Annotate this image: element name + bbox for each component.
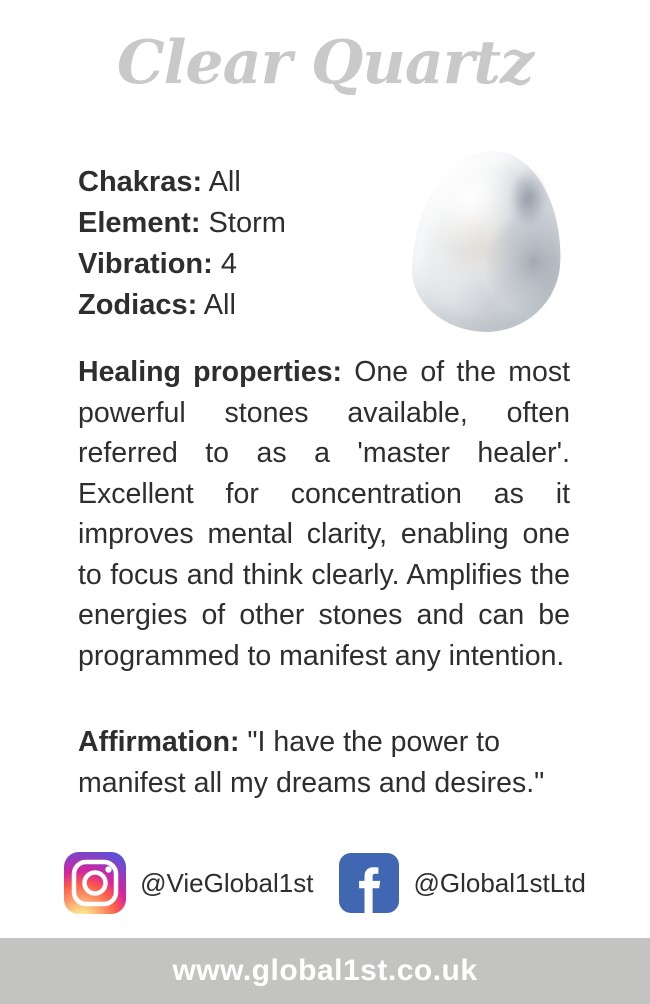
affirmation-label: Affirmation: (78, 726, 240, 758)
facebook-icon[interactable] (339, 853, 399, 913)
card-title: Clear Quartz (116, 28, 534, 98)
facebook-handle: @Global1stLtd (413, 867, 586, 898)
property-label: Vibration: (78, 248, 213, 280)
affirmation-line2: manifest all my dreams and desires." (78, 766, 545, 799)
clear-quartz-stone-image (410, 148, 564, 334)
property-row-vibration (78, 244, 286, 285)
property-value: All (208, 166, 241, 198)
property-row-chakras (78, 162, 286, 203)
property-row-zodiacs (78, 285, 286, 326)
properties-list (78, 162, 286, 326)
property-value: Storm (208, 207, 286, 239)
property-label: Zodiacs: (78, 289, 198, 321)
property-value: All (203, 289, 236, 321)
instagram-handle: @VieGlobal1st (140, 867, 314, 898)
website-url: www.global1st.co.uk (172, 954, 478, 987)
property-label: Chakras: (78, 166, 203, 198)
affirmation-paragraph (78, 722, 578, 803)
stone-shading (505, 163, 552, 233)
instagram-link[interactable] (64, 852, 313, 914)
property-row-element (78, 203, 286, 244)
facebook-link[interactable] (339, 853, 585, 913)
social-media-row (0, 852, 650, 914)
property-label: Element: (78, 207, 201, 239)
healing-properties-label: Healing properties: (78, 356, 343, 388)
healing-properties-text: One of the most powerful stones available, often referred to as a 'master healer'. Excellent for concentration as it improves mental clarity, enabling one to focus and think clearly. Amplifies the energies of other stones and can be programmed to manifest any intention. (78, 356, 570, 672)
healing-properties-paragraph (78, 352, 570, 676)
instagram-icon[interactable] (64, 852, 126, 914)
footer-bar (0, 938, 650, 1004)
affirmation-line1: "I have the power to (247, 726, 500, 758)
property-value: 4 (220, 248, 238, 280)
